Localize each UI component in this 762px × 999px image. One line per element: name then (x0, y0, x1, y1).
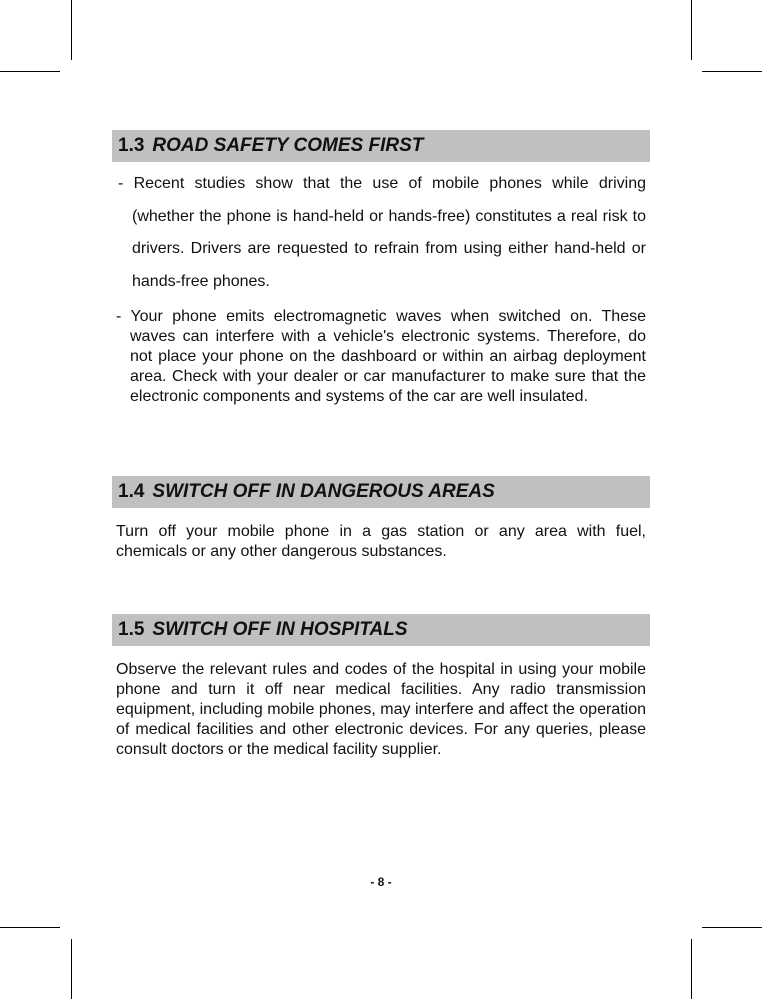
section-heading-hospitals (112, 614, 650, 646)
crop-mark (71, 0, 72, 60)
crop-mark (0, 927, 60, 928)
section-title: SWITCH OFF IN DANGEROUS AREAS (152, 481, 495, 502)
crop-mark (71, 939, 72, 999)
paragraph-road-safety-1: - Recent studies show that the use of mobile phones while driving (whether the phone is hand-held or hands-free) constitutes a real risk to drivers. Drivers are requested to refrain from using either hand-held or hands-free phones. (118, 175, 646, 290)
crop-mark (0, 71, 60, 72)
section-heading-road-safety (112, 130, 650, 162)
section-number: 1.3 (118, 135, 145, 156)
page-number: - 8 - (370, 875, 392, 889)
section-title: ROAD SAFETY COMES FIRST (152, 135, 424, 156)
crop-mark (691, 0, 692, 60)
section-number: 1.5 (118, 619, 145, 640)
section-number: 1.4 (118, 481, 145, 502)
paragraph-road-safety-2: - Your phone emits electromagnetic waves when switched on. These waves can interfere with a vehicle's electronic systems. Therefore, do not place your phone on the dashboard or within an airbag deployment area. Check with your dealer or car manufacturer to make sure that the electronic components and systems of the car are well insulated. (116, 308, 646, 405)
paragraph-hospitals: Observe the relevant rules and codes of the hospital in using your mobile phone and turn it off near medical facilities. Any radio transmission equipment, including mobile phones, may interfere and affect the operation of medical facilities and other electronic devices. For any queries, please consult doctors or the medical facility supplier. (116, 661, 646, 758)
crop-mark (702, 927, 762, 928)
section-title: SWITCH OFF IN HOSPITALS (152, 619, 408, 640)
paragraph-dangerous-areas: Turn off your mobile phone in a gas station or any area with fuel, chemicals or any other dangerous substances. (116, 523, 646, 560)
crop-mark (691, 939, 692, 999)
crop-mark (702, 71, 762, 72)
section-heading-dangerous-areas (112, 476, 650, 508)
